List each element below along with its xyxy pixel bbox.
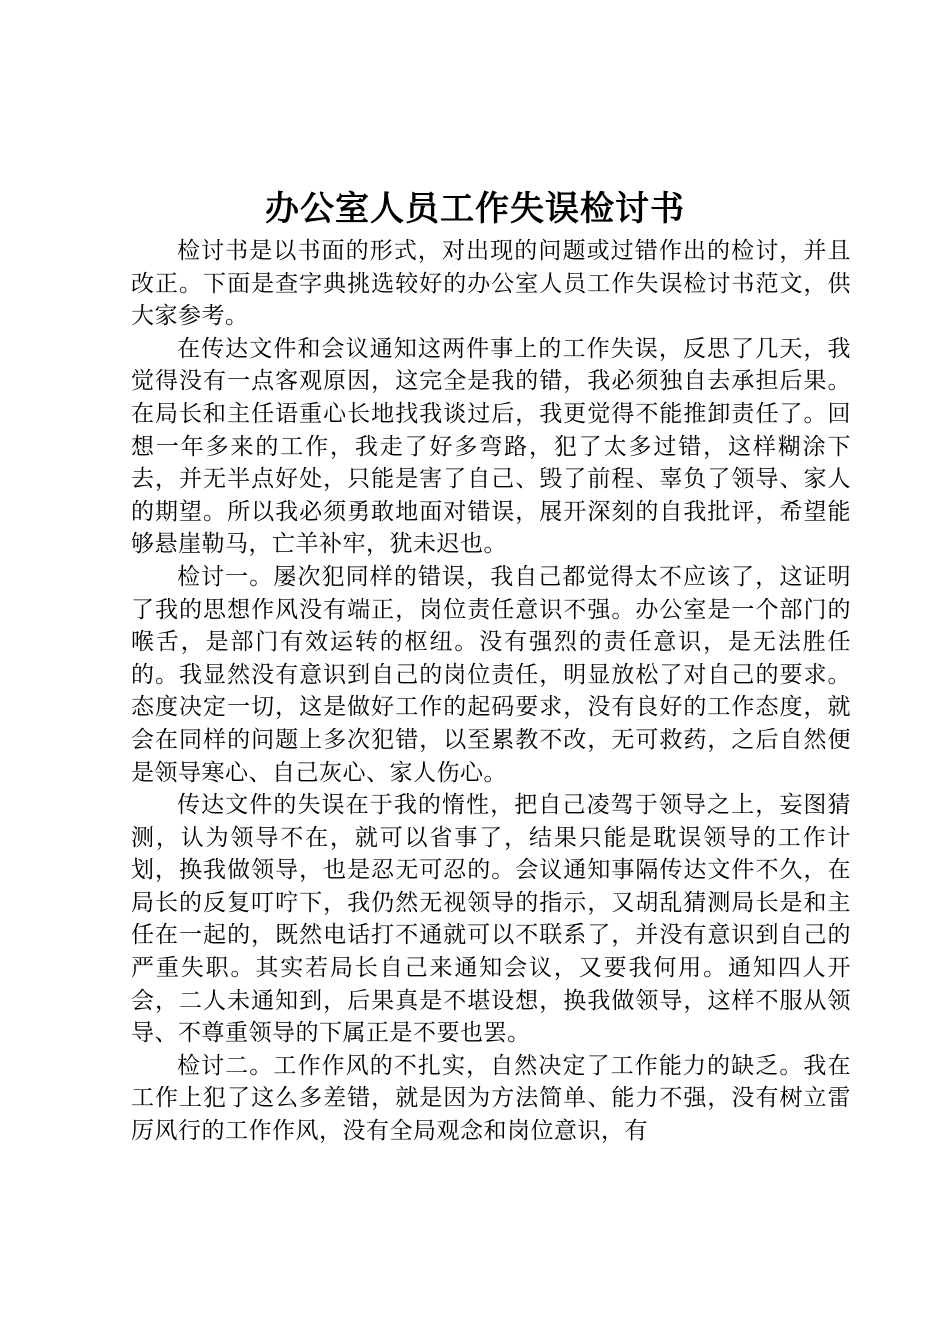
document-body — [131, 235, 851, 1148]
paragraph-document-error: 传达文件的失误在于我的惰性，把自己凌驾于领导之上，妄图猜测，认为领导不在，就可以省事了，结果只能是耽误领导的工作计划，换我做领导，也是忍无可忍的。会议通知事隔传达文件不久，在局长的反复叮咛下，我仍然无视领导的指示，又胡乱猜测局长是和主任在一起的，既然电话打不通就可以不联系了，并没有意识到自己的严重失职。其实若局长自己来通知会议，又要我何用。通知四人开会，二人未通知到，后果真是不堪设想，换我做领导，这样不服从领导、不尊重领导的下属正是不要也罢。 — [131, 792, 851, 1047]
paragraph-intro: 检讨书是以书面的形式，对出现的问题或过错作出的检讨，并且改正。下面是查字典挑选较好的办公室人员工作失误检讨书范文，供大家参考。 — [131, 238, 851, 330]
paragraph-review-two: 检讨二。工作作风的不扎实，自然决定了工作能力的缺乏。我在工作上犯了这么多差错，就是因为方法简单、能力不强，没有树立雷厉风行的工作作风，没有全局观念和岗位意识，有 — [131, 1052, 851, 1145]
paragraph-review-one: 检讨一。屡次犯同样的错误，我自己都觉得太不应该了，这证明了我的思想作风没有端正，岗位责任意识不强。办公室是一个部门的喉舌，是部门有效运转的枢纽。没有强烈的责任意识，是无法胜任的。我显然没有意识到自己的岗位责任，明显放松了对自己的要求。态度决定一切，这是做好工作的起码要求，没有良好的工作态度，就会在同样的问题上多次犯错，以至累教不改，无可救药，之后自然便是领导寒心、自己灰心、家人伤心。 — [131, 563, 851, 786]
document-title: 办公室人员工作失误检讨书 — [265, 189, 685, 229]
paragraph-reflection: 在传达文件和会议通知这两件事上的工作失误，反思了几天，我觉得没有一点客观原因，这完全是我的错，我必须独自去承担后果。在局长和主任语重心长地找我谈过后，我更觉得不能推卸责任了。回想一年多来的工作，我走了好多弯路，犯了太多过错，这样糊涂下去，并无半点好处，只能是害了自己、毁了前程、辜负了领导、家人的期望。所以我必须勇敢地面对错误，展开深刻的自我批评，希望能够悬崖勒马，亡羊补牢，犹未迟也。 — [131, 335, 851, 558]
